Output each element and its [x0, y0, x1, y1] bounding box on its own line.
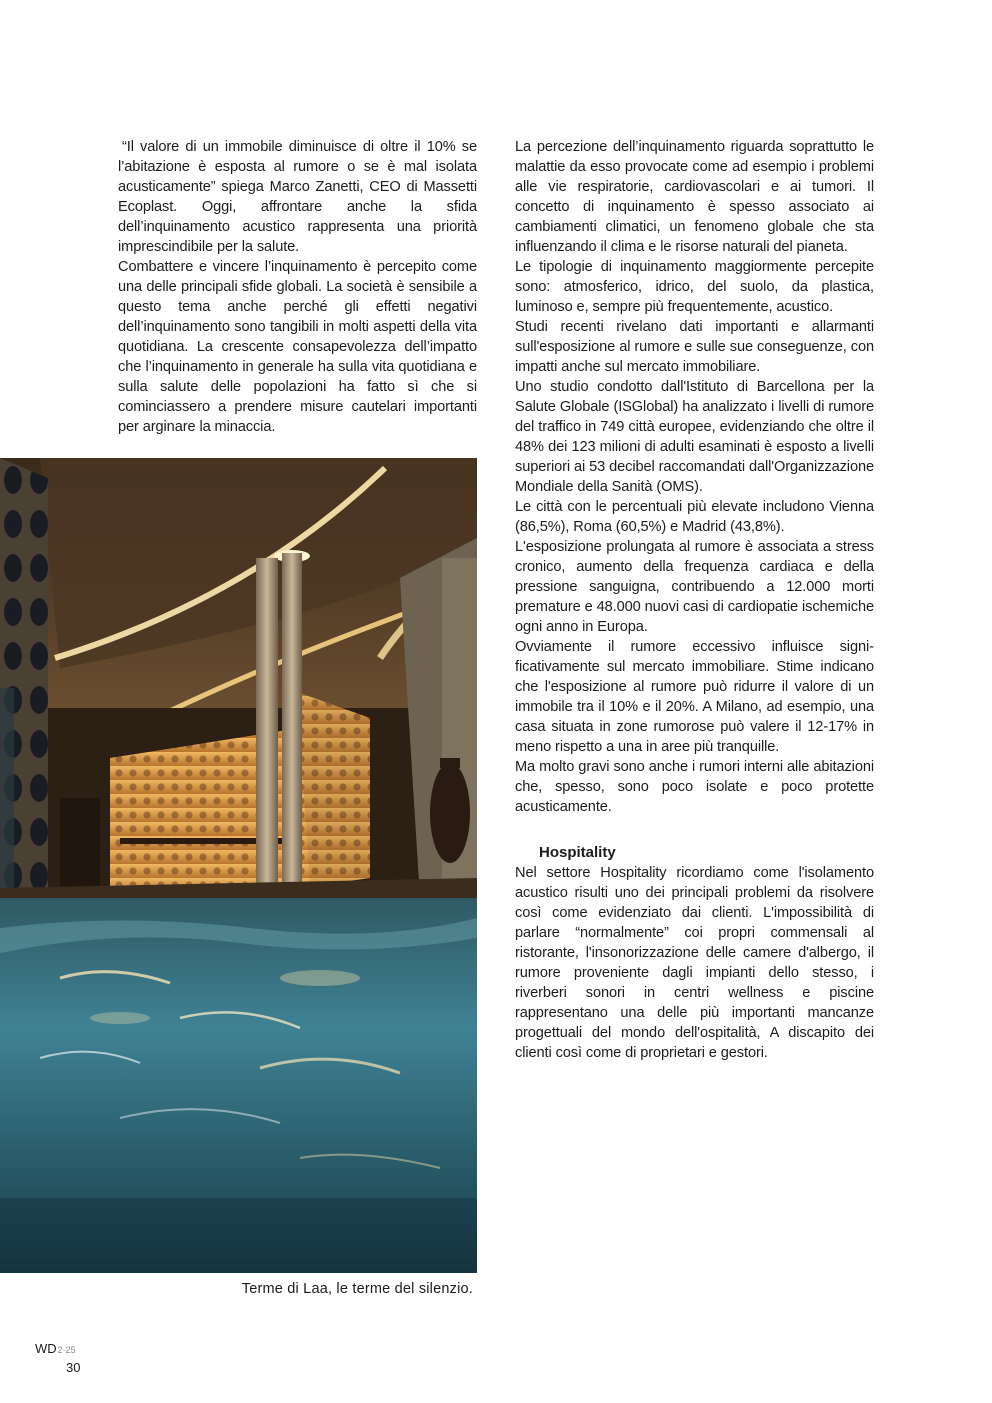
photo-caption: Terme di Laa, le terme del silenzio. [241, 1281, 473, 1297]
hospitality-paragraph: Nel settore Hospitality ricordiamo come l'isolamento acustico risulti uno dei principali problemi da risolvere così come evidenziato dai clienti. L'impossibilità di parlare “normalmente” coi propri commensali al ristorante, l'insonorizzazione delle camere d'albergo, il rumore proveniente dagli impianti dello stesso, i riverberi sonori in centri wellness e piscine rappresentano una delle più importanti mancanze progettuali del mondo dell'ospitalità, A discapito dei clienti così come di proprietari e gestori. [515, 865, 874, 1061]
left-text-column [118, 137, 477, 437]
intro-quote-paragraph: “Il valore di un immobile diminuisce di oltre il 10% se l’abitazione è esposta al rumore o se è mal isolata acusticamente” spiega Marco Zanetti, CEO di Massetti Ecoplast. Oggi, affrontare anche la sfida dell’inquinamento acustico rappresenta una priorità imprescindibile per la salute. [118, 139, 477, 255]
magazine-folio [35, 1340, 76, 1358]
magazine-name: WD [35, 1341, 57, 1356]
section-heading-hospitality: Hospitality [539, 844, 616, 861]
body-paragraph: La percezione dell’inquinamento riguarda soprattutto le malattie da esso provocate come ad esempio i problemi alle vie respiratorie, cardiovascolari e ai tumori. Il concetto di inquinamento è spesso associato ai cambiamenti climatici, un fenomeno globale che sta influenzando il clima e le risorse naturali del pianeta. [515, 139, 874, 255]
body-paragraph: Le città con le percentuali più elevate includono Vienna (86,5%), Roma (60,5%) e Madrid (43,8%). [515, 499, 874, 535]
body-paragraph: Ovviamente il rumore eccessivo influisce significativamente sul mercato immobiliare. Stime indicano che l'esposizione al rumore può ridurre il valore di un immobile tra il 10% e il 20%. A Milano, ad esempio, una casa situata in zone rumorose può valere il 12-17% in meno rispetto a una in aree più tranquille. [515, 639, 874, 755]
body-paragraph: Ma molto gravi sono anche i rumori interni alle abitazioni che, spesso, sono poco isolate e poco protette acusticamente. [515, 759, 874, 815]
body-paragraph: L'esposizione prolungata al rumore è associata a stress cronico, aumento della frequenza cardiaca e della pressione sanguigna, contribuendo a 12.000 morti premature e 48.000 nuovi casi di cardiopatie ischemiche ogni anno in Europa. [515, 539, 874, 635]
body-paragraph: Uno studio condotto dall'Istituto di Barcellona per la Salute Globale (ISGlobal) ha analizzato i livelli di rumore del traffico in 749 città europee, evidenziando che oltre il 48% dei 123 milioni di adulti esaminati è esposto a livelli superiori ai 53 decibel raccomandati dall'Organizzazione Mondiale della Sanità (OMS). [515, 379, 874, 495]
right-text-column [515, 137, 874, 1063]
body-paragraph: Studi recenti rivelano dati importanti e allarmanti sull'esposizione al rumore e sulle sue conseguenze, con impatti anche sul mercato immobiliare. [515, 319, 874, 375]
body-paragraph: Combattere e vincere l’inquinamento è percepito come una delle principali sfide globali. La società è sensibile a questo tema anche perché gli effetti negativi dell’inquinamento sono tangibili in molti aspetti della vita quotidiana. La crescente consapevolezza dell’impatto che l’inquinamento in generale ha sulla vita quotidiana e sulla salute delle popolazioni ha fatto sì che si cominciassero a prendere misure cautelari importanti per arginare la minaccia. [118, 259, 477, 435]
page-number: 30 [66, 1360, 81, 1375]
issue-number: 2·25 [57, 1345, 76, 1355]
body-paragraph: Le tipologie di inquinamento maggiormente percepite sono: atmosferico, idrico, del suolo, da plastica, luminoso e, sempre più frequentemente, acustico. [515, 259, 874, 315]
spa-interior-photo [0, 458, 477, 1273]
